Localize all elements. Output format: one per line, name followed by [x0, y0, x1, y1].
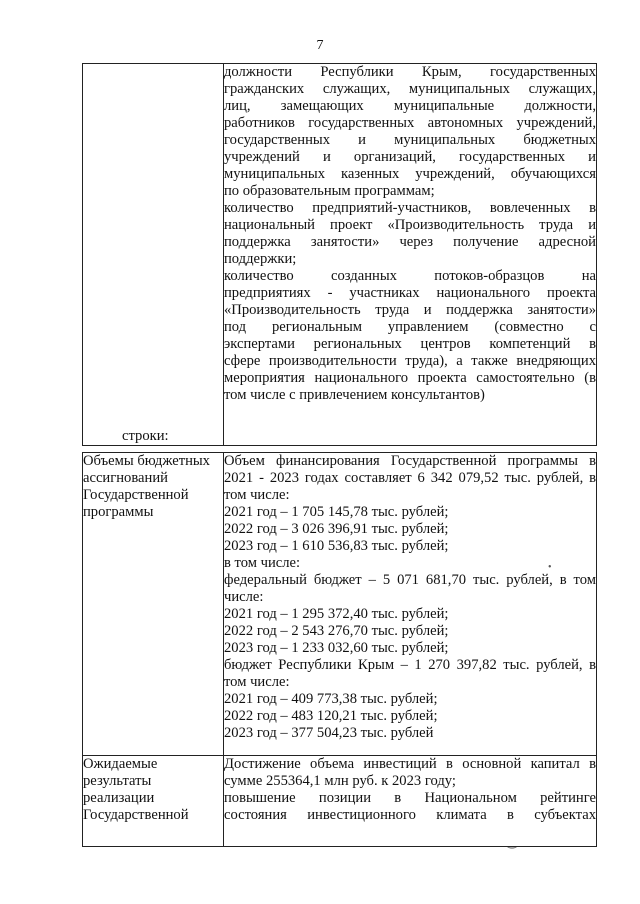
text-line: под региональным управлением (совместно с [224, 319, 596, 335]
text-line: бюджет Республики Крым – 1 270 397,82 тыс. рублей, в [224, 657, 596, 673]
text-line: том числе: [224, 487, 290, 503]
text-line: 2021 год – 1 295 372,40 тыс. рублей; [224, 606, 449, 622]
rows-label: строки: [122, 428, 169, 444]
text-line: работников государственных автономных учреждений, [224, 115, 596, 131]
text-line: мероприятия национального проекта самостоятельно (в [224, 370, 596, 386]
text-line: Государственной [83, 807, 189, 823]
text-line: Объем финансирования Государственной программы в [224, 453, 596, 469]
text-line: том числе: [224, 674, 290, 690]
text-line: 2022 год – 3 026 396,91 тыс. рублей; [224, 521, 449, 537]
text-line: государственных и муниципальных бюджетных [224, 132, 596, 148]
text-line: Достижение объема инвестиций в основной капитал в [224, 756, 596, 772]
text-line: федеральный бюджет – 5 071 681,70 тыс. рублей, в том [224, 572, 596, 588]
results-label-cell [83, 756, 224, 847]
text-line: муниципальных казенных учреждений, обучающихся [224, 166, 596, 182]
text-line: реализации [83, 790, 155, 806]
indicator-text-block [224, 64, 596, 404]
text-line: том числе с привлечением консультантов) [224, 387, 485, 403]
table-row [83, 64, 597, 446]
text-line: 2023 год – 377 504,23 тыс. рублей [224, 725, 434, 741]
text-line: экспертами региональных центров компетенций в [224, 336, 596, 352]
text-line: национальный проект «Производительность труда и [224, 217, 596, 233]
budget-label-cell [83, 453, 224, 756]
scan-dot-mark: • [548, 562, 552, 573]
text-line: 2021 год – 1 705 145,78 тыс. рублей; [224, 504, 449, 520]
table1-right-cell [224, 64, 597, 446]
text-line: состояния инвестиционного климата в субъектах [224, 807, 596, 823]
text-line: количество созданных потоков-образцов на [224, 268, 596, 284]
text-line: поддержка занятости» через получение адресной [224, 234, 596, 250]
results-value-cell [224, 756, 597, 847]
text-line: предприятиях - участниках национального проекта [224, 285, 596, 301]
text-line: гражданских служащих, муниципальных служащих, [224, 81, 596, 97]
text-line: 2022 год – 483 120,21 тыс. рублей; [224, 708, 438, 724]
text-line: 2023 год – 1 610 536,83 тыс. рублей; [224, 538, 449, 554]
text-line: 2021 - 2023 годах составляет 6 342 079,52 тыс. рублей, в [224, 470, 596, 486]
text-line: 2021 год – 409 773,38 тыс. рублей; [224, 691, 438, 707]
text-line: сумме 255364,1 млн руб. к 2023 году; [224, 773, 456, 789]
text-line: программы [83, 504, 154, 520]
text-line: 2022 год – 2 543 276,70 тыс. рублей; [224, 623, 449, 639]
results-label [83, 756, 223, 824]
text-line: «Производительность труда и поддержка занятости» [224, 302, 596, 318]
table1-left-cell [83, 64, 224, 446]
scan-tick-mark: ‿ [508, 838, 517, 849]
text-line: ассигнований [83, 470, 168, 486]
budget-value-cell [224, 453, 597, 756]
results-text-block [224, 756, 596, 824]
text-line: Объемы бюджетных [83, 453, 210, 469]
program-passport-table [82, 452, 597, 847]
text-line: в том числе: [224, 555, 301, 571]
page-number: 7 [316, 38, 324, 53]
continuation-table [82, 63, 597, 446]
text-line: сфере производительности труда), а также внедряющих [224, 353, 596, 369]
text-line: поддержки; [224, 251, 297, 267]
budget-text-block [224, 453, 596, 742]
budget-label [83, 453, 223, 521]
table-row [83, 453, 597, 756]
table-row [83, 756, 597, 847]
text-line: повышение позиции в Национальном рейтинге [224, 790, 596, 806]
text-line: учреждений и организаций, государственных и [224, 149, 596, 165]
text-line: количество предприятий-участников, вовлеченных в [224, 200, 596, 216]
text-line: лиц, замещающих муниципальные должности, [224, 98, 596, 114]
text-line: числе: [224, 589, 264, 605]
text-line: результаты [83, 773, 152, 789]
text-line: должности Республики Крым, государственных [224, 64, 596, 80]
text-line: по образовательным программам; [224, 183, 435, 199]
text-line: 2023 год – 1 233 032,60 тыс. рублей; [224, 640, 449, 656]
text-line: Ожидаемые [83, 756, 158, 772]
text-line: Государственной [83, 487, 189, 503]
